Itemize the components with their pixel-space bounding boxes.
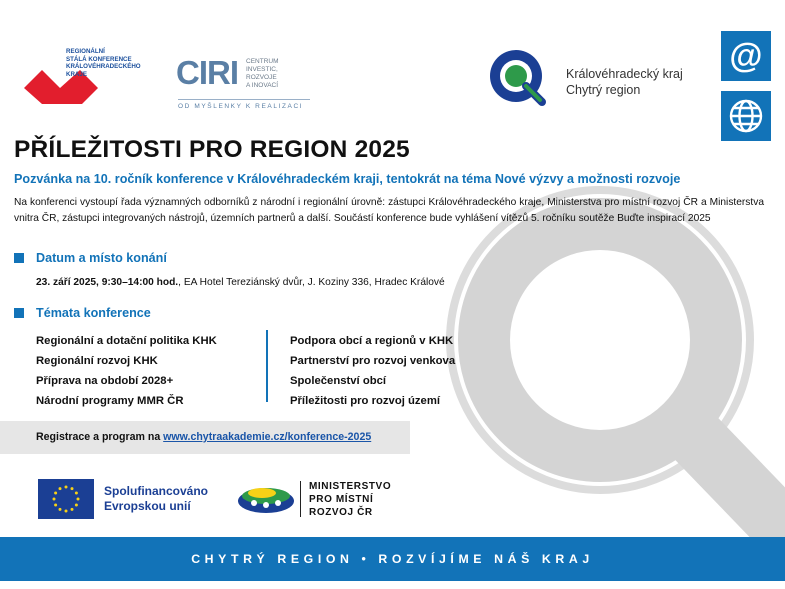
eu-star: [71, 487, 74, 490]
eu-star: [54, 504, 57, 507]
mmr-text: MINISTERSTVO PRO MÍSTNÍ ROZVOJ ČR: [309, 481, 392, 518]
date-and-venue: [36, 277, 445, 288]
eu-star: [59, 508, 62, 511]
topic-item: Podpora obcí a regionů v KHK: [290, 335, 454, 347]
at-sign-icon: [721, 31, 771, 81]
svg-text:@: @: [729, 37, 763, 75]
eu-star: [65, 486, 68, 489]
eu-star: [65, 510, 68, 513]
intro-paragraph: Na konferenci vystoupí řada významných odborníků z národní i regionální úrovně: zástupci Královéhradeckého kraje, Ministerstva pro místní rozvoj ČR a Ministerstva vnitra ČR, zástupci integrovaných nástrojů, územních partnerů a další. Součástí konference bude vyhlášení vítězů 5. ročníku soutěže Buďte inspirací 2025: [14, 197, 764, 224]
registration-link[interactable]: www.chytraakademie.cz/konference-2025: [163, 431, 372, 443]
topic-item: Příležitosti pro rozvoj území: [290, 395, 441, 407]
footer-slogan: CHYTRÝ REGION • ROZVÍJÍME NÁŠ KRAJ: [191, 552, 594, 566]
registration-text: Registrace a program na www.chytraakademie.cz/konference-2025: [36, 431, 372, 443]
eu-star: [77, 498, 80, 501]
topic-item: Příprava na období 2028+: [36, 375, 174, 387]
topic-item: Společenství obcí: [290, 375, 387, 387]
rsk-logo-text: REGIONÁLNÍ STÁLÁ KONFERENCE KRÁLOVÉHRADECKÉHO KRAJE: [66, 48, 141, 78]
topic-item: Partnerství pro rozvoj venkova: [290, 355, 456, 367]
topic-item: Regionální a dotační politika KHK: [36, 335, 217, 347]
web-tile[interactable]: [721, 91, 771, 141]
date-time: 23. září 2025, 9:30–14:00 hod.: [36, 277, 179, 288]
kraj-search-logo-icon: [488, 48, 550, 110]
topic-item: Regionální rozvoj KHK: [36, 355, 158, 367]
eu-star: [75, 492, 78, 495]
globe-icon: [721, 91, 771, 141]
mmr-divider: [300, 481, 301, 517]
eu-cofinanced-text: Spolufinancováno Evropskou unií: [104, 484, 209, 513]
email-tile[interactable]: [721, 31, 771, 81]
venue: , EA Hotel Tereziánský dvůr, J. Koziny 336, Hradec Králové: [178, 277, 445, 288]
topics-right-column: [290, 331, 455, 411]
topics-divider: [266, 330, 268, 402]
kraj-logo-text: Královéhradecký kraj Chytrý region: [566, 67, 683, 97]
topics-section-heading: Témata konference: [14, 306, 151, 320]
eu-star: [75, 504, 78, 507]
eu-star: [71, 508, 74, 511]
square-bullet-icon: [14, 308, 24, 318]
ciri-description: CENTRUM INVESTIC, ROZVOJE A INOVACÍ: [246, 58, 279, 89]
ciri-tagline: OD MYŠLENKY K REALIZACI: [178, 99, 310, 110]
invitation-subtitle: Pozvánka na 10. ročník konference v Královéhradeckém kraji, tentokrát na téma Nové výzvy a možnosti rozvoje: [14, 172, 681, 186]
eu-star: [53, 498, 56, 501]
mmr-logo-icon: [236, 481, 296, 517]
date-section-heading: Datum a místo konání: [14, 251, 167, 265]
topics-left-column: [36, 331, 217, 411]
page-title: PŘÍLEŽITOSTI PRO REGION 2025: [14, 136, 410, 163]
square-bullet-icon: [14, 253, 24, 263]
eu-star: [59, 487, 62, 490]
eu-star: [54, 492, 57, 495]
ciri-wordmark: CIRI: [176, 54, 238, 91]
eu-flag-icon: [38, 479, 94, 519]
ciri-logo: [176, 54, 279, 92]
topic-item: Národní programy MMR ČR: [36, 395, 184, 407]
footer-bar: [0, 537, 785, 581]
